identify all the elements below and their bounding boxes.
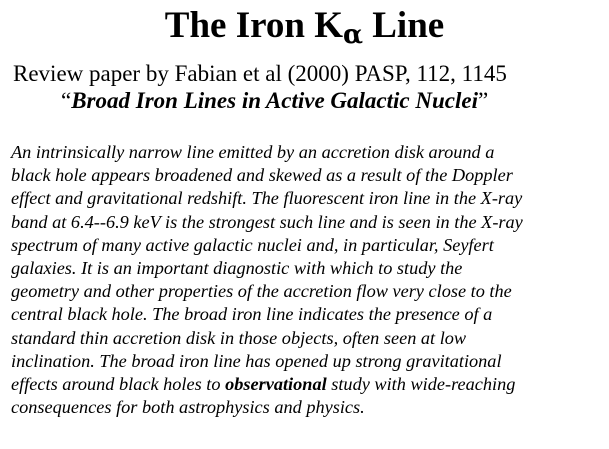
abstract-line: central black hole. The broad iron line indicates the presence of a [11,304,493,325]
open-quote: “ [61,88,72,113]
abstract-line: band at 6.4--6.9 keV is the strongest such line and is seen in the X-ray [11,211,523,232]
abstract-line: effect and gravitational redshift. The fluorescent iron line in the X-ray [11,188,523,209]
line-text-before: effects around black holes to [11,374,226,395]
reference-citation: Review paper by Fabian et al (2000) PASP, 112, 1145 [13,61,507,86]
close-quote: ” [477,88,489,113]
title-subscript-alpha: α [342,20,363,50]
abstract-paragraph [11,141,606,419]
page-title [0,4,609,57]
abstract-line: black hole appears broadened and skewed as a result of the Doppler [11,165,513,186]
abstract-line: galaxies. It is an important diagnostic with which to study the [11,258,463,279]
reference-paper-title [61,87,488,115]
emphasized-word: observational [225,374,327,395]
paper-title-text: Broad Iron Lines in Active Galactic Nuclei [71,88,478,113]
abstract-line: An intrinsically narrow line emitted by an accretion disk around a [11,142,495,162]
title-suffix: Line [363,5,445,46]
abstract-line-with-emphasis [11,373,606,396]
title-prefix: The Iron K [164,5,343,46]
abstract-line: geometry and other properties of the accretion flow very close to the [11,281,512,302]
abstract-line: standard thin accretion disk in those objects, often seen at low [11,327,467,348]
abstract-line: consequences for both astrophysics and physics. [11,397,365,418]
line-text-after: study with wide-reaching [326,374,516,395]
abstract-line: inclination. The broad iron line has opened up strong gravitational [11,350,502,371]
abstract-line: spectrum of many active galactic nuclei and, in particular, Seyfert [11,234,494,255]
